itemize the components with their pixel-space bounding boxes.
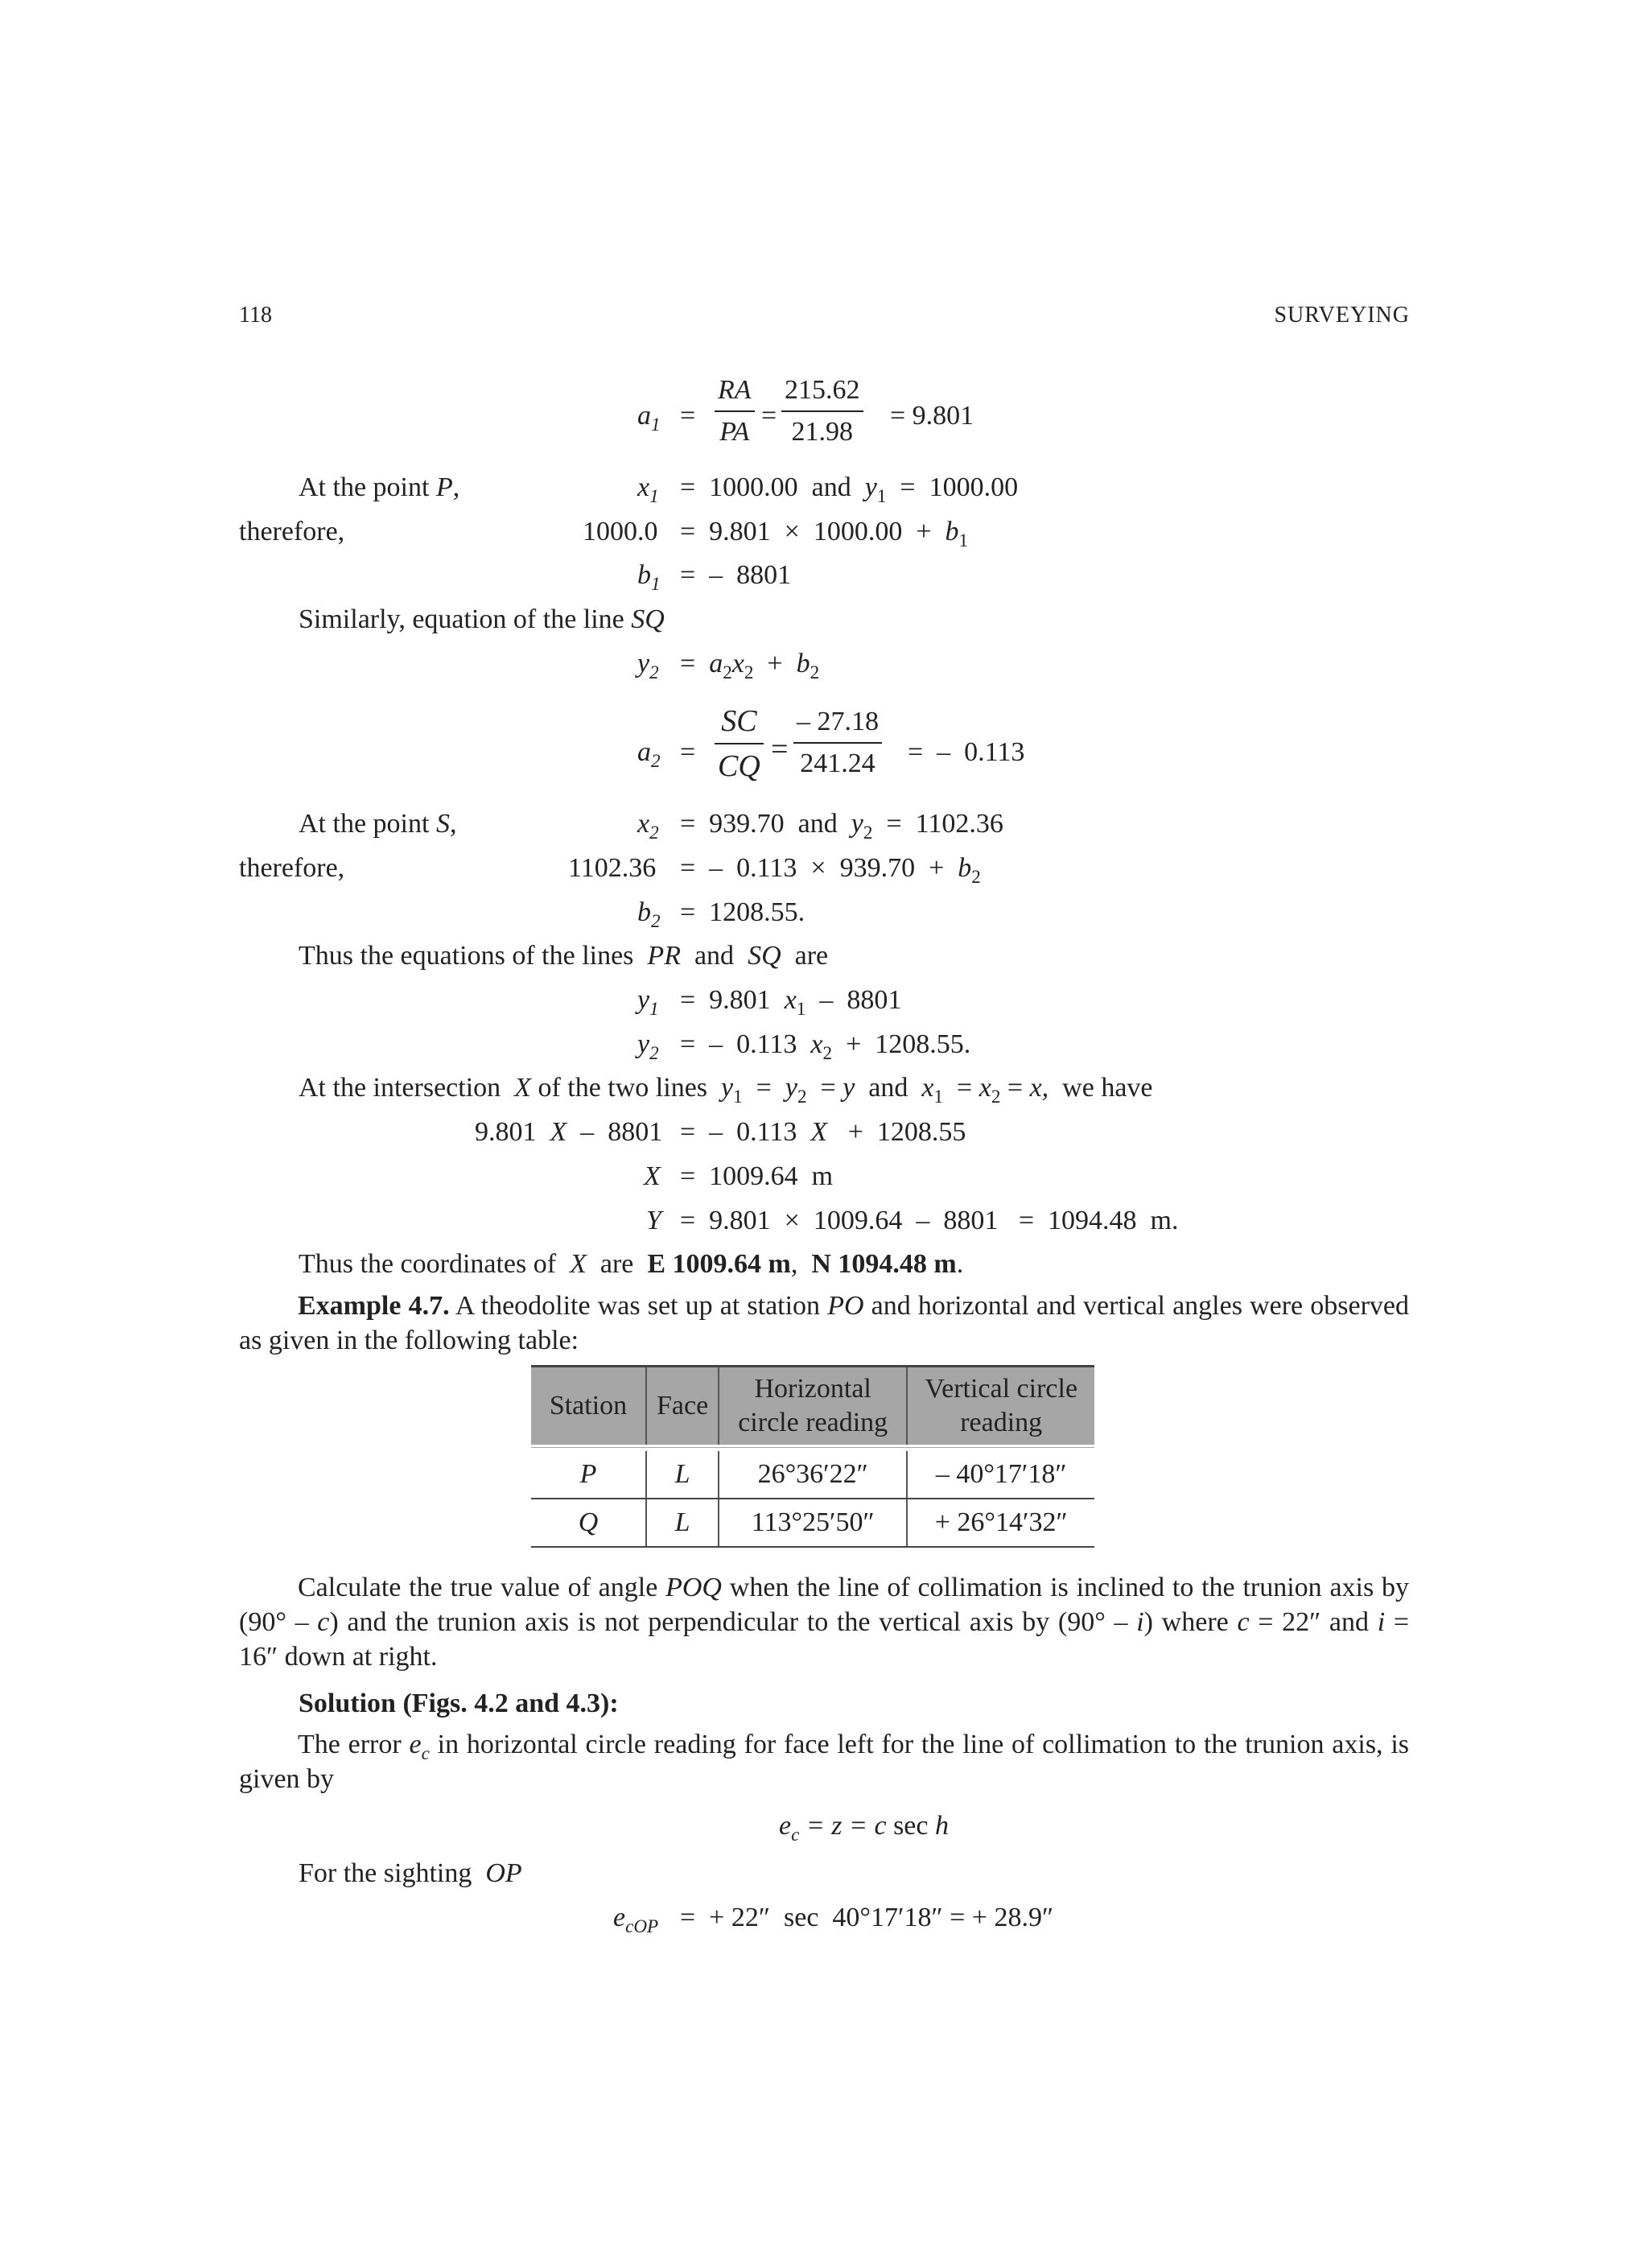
- solution-heading: Solution (Figs. 4.2 and 4.3):: [299, 1689, 619, 1718]
- equation-lhs: 1000.0: [583, 517, 658, 546]
- equals-sign: =: [680, 737, 696, 767]
- equation-x1-rhs: = 1000.00 and $y_1 = 1000.00$: [680, 472, 1019, 508]
- table-header: Vertical circle reading: [907, 1367, 1094, 1449]
- equation-y1-rhs: = 9.801 $x_1 - 8801$: [680, 985, 902, 1021]
- text-therefore: therefore,: [239, 853, 345, 883]
- equals-sign: =: [771, 732, 789, 766]
- text-at-point-p: At the point P,: [299, 472, 460, 502]
- equation-b1-rhs: = – 8801: [680, 560, 792, 590]
- table-header: Face: [646, 1367, 719, 1449]
- text-therefore: therefore,: [239, 517, 345, 546]
- equation-a2-lhs: $a_2$: [637, 737, 661, 773]
- equation-a2-value: = – 0.113: [908, 737, 1025, 767]
- equation-y2-rhs: = – 0.113 $x_2 + 1208.55$.: [680, 1029, 971, 1065]
- equation-y2-lhs: $y_2$: [637, 1029, 659, 1065]
- equals-sign: =: [761, 401, 777, 431]
- equation-lhs: 9.801 X – 8801: [475, 1117, 663, 1147]
- table-header: Horizontal circle reading: [719, 1367, 907, 1449]
- text-thus-equations: Thus the equations of the lines PR and SQ are: [299, 941, 829, 971]
- text-coordinates: Thus the coordinates of X are E 1009.64 m, N 1094.48 m.: [299, 1249, 964, 1279]
- text-intersection: At the intersection X of the two lines $y_1 = y_2 = y$ and $x_1 = x_2 = x$, we have: [299, 1073, 1153, 1108]
- table-cell: L: [646, 1448, 719, 1499]
- equation-x2-rhs: = 939.70 and $y_2 = 1102.36$: [680, 809, 1003, 844]
- text-sighting: For the sighting OP: [299, 1858, 522, 1888]
- equals-sign: =: [680, 401, 696, 431]
- equation-x-rhs: = 1009.64 m: [680, 1161, 834, 1191]
- equation-b2-lhs: $b_2$: [637, 897, 661, 933]
- example-paragraph: Example 4.7. A theodolite was set up at station PO and horizontal and vertical angles were observed as given in the following table:: [239, 1291, 1409, 1355]
- table-cell: 113°25′50″: [719, 1499, 907, 1547]
- equation-y2-lhs: $y_2$: [637, 649, 659, 684]
- equation-y2-rhs: = $a_2x_2 + b_2$: [680, 649, 820, 684]
- equation-b2-rhs: = 1208.55.: [680, 897, 805, 927]
- equation-ecop-lhs: $e_{cOP}$: [613, 1903, 659, 1938]
- table-header: Station: [531, 1367, 646, 1449]
- error-paragraph: The error $e_c$ in horizontal circle reading for face left for the line of collimation to the trunion axis, is given by: [239, 1730, 1410, 1794]
- equation-b1-lhs: $b_1$: [637, 560, 661, 596]
- equation-ec: $e_c = z = c$ sec h: [779, 1811, 949, 1846]
- equation-rhs: = $9.801 \times 1000.00 + b_1$: [680, 517, 969, 552]
- observation-table: [531, 1365, 1094, 1548]
- table-cell: L: [646, 1499, 719, 1547]
- equation-y-rhs: = 9.801 × 1009.64 – 8801 = 1094.48 m.: [680, 1206, 1179, 1235]
- equation-ecop-rhs: = + 22″ sec 40°17′18″ = + 28.9″: [680, 1903, 1054, 1932]
- page-number: 118: [239, 303, 272, 328]
- table-cell: 26°36′22″: [719, 1448, 907, 1499]
- fraction-215-21: 215.62 21.98: [781, 377, 863, 446]
- text-at-point-s: At the point S,: [299, 809, 457, 839]
- equation-lhs: 1102.36: [568, 853, 657, 883]
- equation-a1-lhs: $a_1$: [637, 401, 661, 436]
- fraction-sc-cq: SC CQ: [715, 706, 764, 781]
- table-row: [531, 1448, 1094, 1499]
- equation-x-lhs: X: [644, 1161, 661, 1191]
- equation-a1-value: = 9.801: [890, 401, 974, 431]
- fraction-ra-pa: RA PA: [715, 377, 755, 446]
- table-cell: P: [531, 1448, 646, 1499]
- running-title: SURVEYING: [1274, 303, 1410, 328]
- equation-rhs: = – 0.113 X + 1208.55: [680, 1117, 966, 1147]
- text-similarly: Similarly, equation of the line SQ: [299, 604, 665, 634]
- equation-y1-lhs: $y_1$: [637, 985, 659, 1021]
- table-cell: Q: [531, 1499, 646, 1547]
- table-row: [531, 1499, 1094, 1547]
- equation-x2-lhs: $x_2$: [637, 809, 659, 844]
- equation-rhs: = – $0.113 \times 939.70 + b_2$: [680, 853, 981, 889]
- fraction-27-241: – 27.18 241.24: [793, 708, 882, 777]
- equation-x1-lhs: $x_1$: [637, 472, 659, 508]
- equation-y-lhs: Y: [646, 1206, 661, 1235]
- table-cell: – 40°17′18″: [907, 1448, 1094, 1499]
- table-cell: + 26°14′32″: [907, 1499, 1094, 1547]
- calculate-paragraph: Calculate the true value of angle POQ when the line of collimation is inclined to the trunion axis by (90° – c) and the trunion axis is not perpendicular to the vertical axis by (90° – i) where c = 22″ and i = 16″ down at right.: [239, 1573, 1410, 1672]
